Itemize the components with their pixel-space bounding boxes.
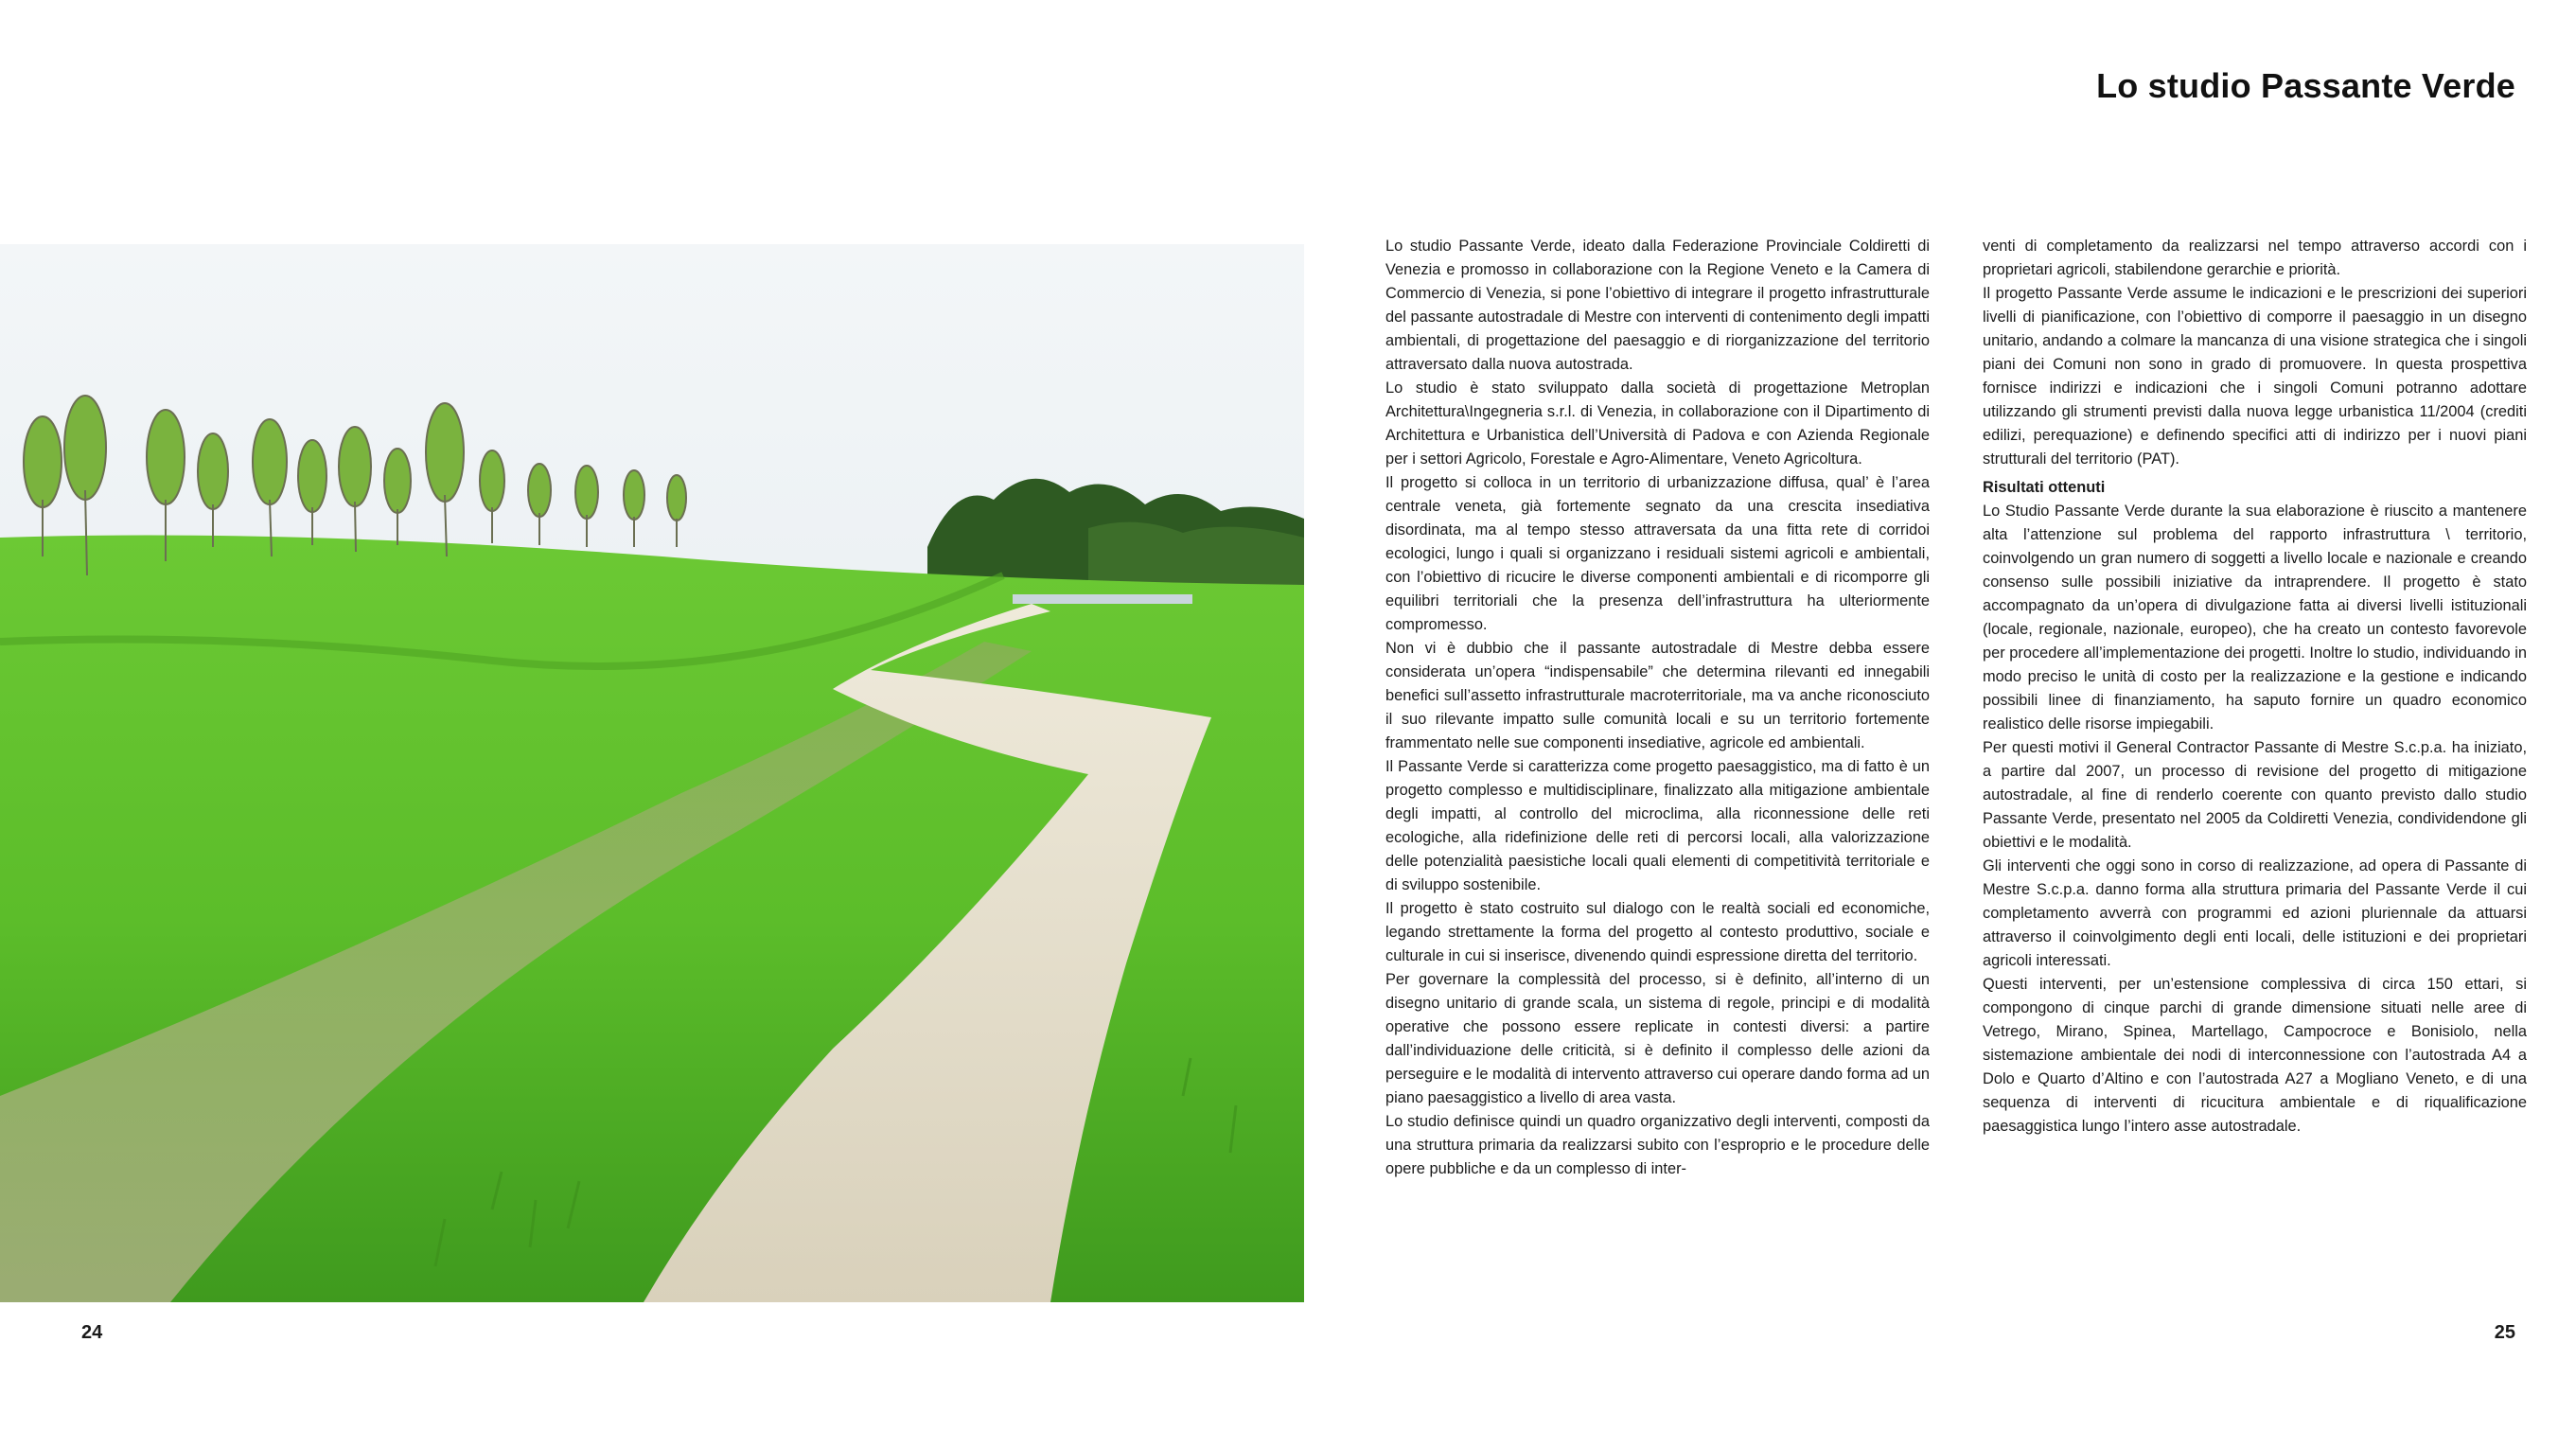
section-heading: Risultati ottenuti <box>1983 479 2106 496</box>
landscape-photo <box>0 244 1304 1302</box>
paragraph: Lo Studio Passante Verde durante la sua elaborazione è riuscito a mantenere alta l’attenzione sul problema del rapporto infrastruttura \ territorio, coinvolgendo un gran numero di soggetti a livello locale e nazionale e creando consenso sulle possibili iniziative da intraprendere. Il progetto è stato accompagnato da un’opera di divulgazione fatta ai diversi livelli istituzionali (locale, regionale, nazionale, europeo), che ha creato un contesto favorevole per procedere all’implementazione dei progetti. Inoltre lo studio, individuando in modo preciso le unità di costo per la realizzazione e la gestione e indicando possibili linee di finanziamento, ha saputo fornire un quadro economico realistico delle risorse impiegabili. <box>1983 503 2527 733</box>
page-number-left: 24 <box>81 1322 103 1343</box>
text-column-right <box>1983 235 2527 1139</box>
page-title: Lo studio Passante Verde <box>2096 66 2515 105</box>
paragraph: Il Passante Verde si caratterizza come progetto paesaggistico, ma di fatto è un progetto complesso e multidisciplinare, finalizzato alla mitigazione ambientale degli impatti, al controllo del microclima, alla riconnessione delle reti ecologiche, alla ridefinizione delle reti di percorsi locali, alla valorizzazione delle potenzialità paesistiche locali quali elementi di competitività territoriale e di sviluppo sostenibile. <box>1385 758 1930 893</box>
paragraph: Gli interventi che oggi sono in corso di realizzazione, ad opera di Passante di Mestre S.c.p.a. danno forma alla struttura primaria del Passante Verde il cui completamento avverrà con programmi ed azioni pluriennale da attuarsi attraverso il coinvolgimento degli enti locali, delle istituzioni e dei proprietari agricoli interessati. <box>1983 857 2527 969</box>
paragraph: Lo studio definisce quindi un quadro organizzativo degli interventi, composti da una struttura primaria da realizzarsi subito con l’esproprio e le procedure delle opere pubbliche e da un complesso di inter- <box>1385 1113 1930 1177</box>
paragraph: Il progetto Passante Verde assume le indicazioni e le prescrizioni dei superiori livelli di pianificazione, con l’obiettivo di comporre il paesaggio in un disegno unitario, andando a colmare la mancanza di una visione strategica che i singoli piani dei Comuni non sono in grado di promuovere. In questa prospettiva fornisce indirizzi e indicazioni che i singoli Comuni potranno adottare utilizzando gli strumenti previsti dalla nuova legge urbanistica 11/2004 (crediti edilizi, perequazione) e definendo specifici atti di indirizzo per i nuovi piani strutturali del territorio (PAT). <box>1983 285 2527 468</box>
page-number-right: 25 <box>2494 1322 2515 1343</box>
paragraph: Il progetto è stato costruito sul dialogo con le realtà sociali ed economiche, legando strettamente la forma del progetto al contesto produttivo, sociale e culturale in cui si inserisce, divenendo quindi espressione diretta del territorio. <box>1385 900 1930 964</box>
paragraph: Lo studio Passante Verde, ideato dalla Federazione Provinciale Coldiretti di Venezia e promosso in collaborazione con la Regione Veneto e la Camera di Commercio di Venezia, si pone l’obiettivo di integrare il progetto infrastrutturale del passante autostradale di Mestre con interventi di contenimento degli impatti ambientali, di progettazione del paesaggio e di riorganizzazione del territorio attraversato dalla nuova autostrada. <box>1385 238 1930 373</box>
paragraph: Questi interventi, per un’estensione complessiva di circa 150 ettari, si compongono di cinque parchi di grande dimensione situati nelle aree di Vetrego, Mirano, Spinea, Martellago, Campocroce e Bonisiolo, nella sistemazione ambientale dei nodi di interconnessione con l’autostrada A4 a Dolo e Quarto d’Altino e con l’autostrada A27 a Mogliano Veneto, e di una sequenza di interventi di ricucitura ambientale e di riqualificazione paesaggistica lungo l’intero asse autostradale. <box>1983 976 2527 1135</box>
paragraph: Per governare la complessità del processo, si è definito, all’interno di un disegno unitario di grande scala, un sistema di regole, principi e di modalità operative che possono essere replicate in contesti diversi: a partire dall’individuazione delle criticità, si è definito il complesso delle azioni da perseguire e le modalità di intervento attraverso cui operare dando forma ad un piano paesaggistico a livello di area vasta. <box>1385 971 1930 1106</box>
paragraph: venti di completamento da realizzarsi nel tempo attraverso accordi con i proprietari agricoli, stabilendone gerarchie e priorità. <box>1983 238 2527 278</box>
paragraph: Il progetto si colloca in un territorio di urbanizzazione diffusa, qual’ è l’area centrale veneta, già fortemente segnato da una crescita insediativa disordinata, ma al tempo stesso attraversata da una fitta rete di corridoi ecologici, lungo i quali si organizzano i residuali sistemi agricoli e ambientali, con l’obiettivo di ricucire le diverse componenti ambientali e di ricomporre gli equilibri territoriali che la presenza dell’infrastruttura ha ulteriormente compromesso. <box>1385 474 1930 633</box>
paragraph: Per questi motivi il General Contractor Passante di Mestre S.c.p.a. ha iniziato, a partire dal 2007, un processo di revisione del progetto di mitigazione autostradale, al fine di renderlo coerente con quanto previsto dallo studio Passante Verde, presentato nel 2005 da Coldiretti Venezia, condividendone gli obiettivi e le modalità. <box>1983 739 2527 851</box>
park-path-illustration <box>0 244 1304 1302</box>
paragraph: Non vi è dubbio che il passante autostradale di Mestre debba essere considerata un’opera “indispensabile” che determina rilevanti ed innegabili benefici sull’assetto infrastrutturale macroterritoriale, ma va anche riconosciuto il suo rilevante impatto sulle comunità locali e su un territorio fortemente frammentato nelle sue componenti insediative, agricole ed ambientali. <box>1385 640 1930 751</box>
paragraph: Lo studio è stato sviluppato dalla società di progettazione Metroplan Architettura\Ingegneria s.r.l. di Venezia, in collaborazione con il Dipartimento di Architettura e Urbanistica dell’Università di Padova e con Azienda Regionale per i settori Agricolo, Forestale e Agro-Alimentare, Veneto Agricoltura. <box>1385 380 1930 468</box>
text-column-left <box>1385 235 1930 1181</box>
